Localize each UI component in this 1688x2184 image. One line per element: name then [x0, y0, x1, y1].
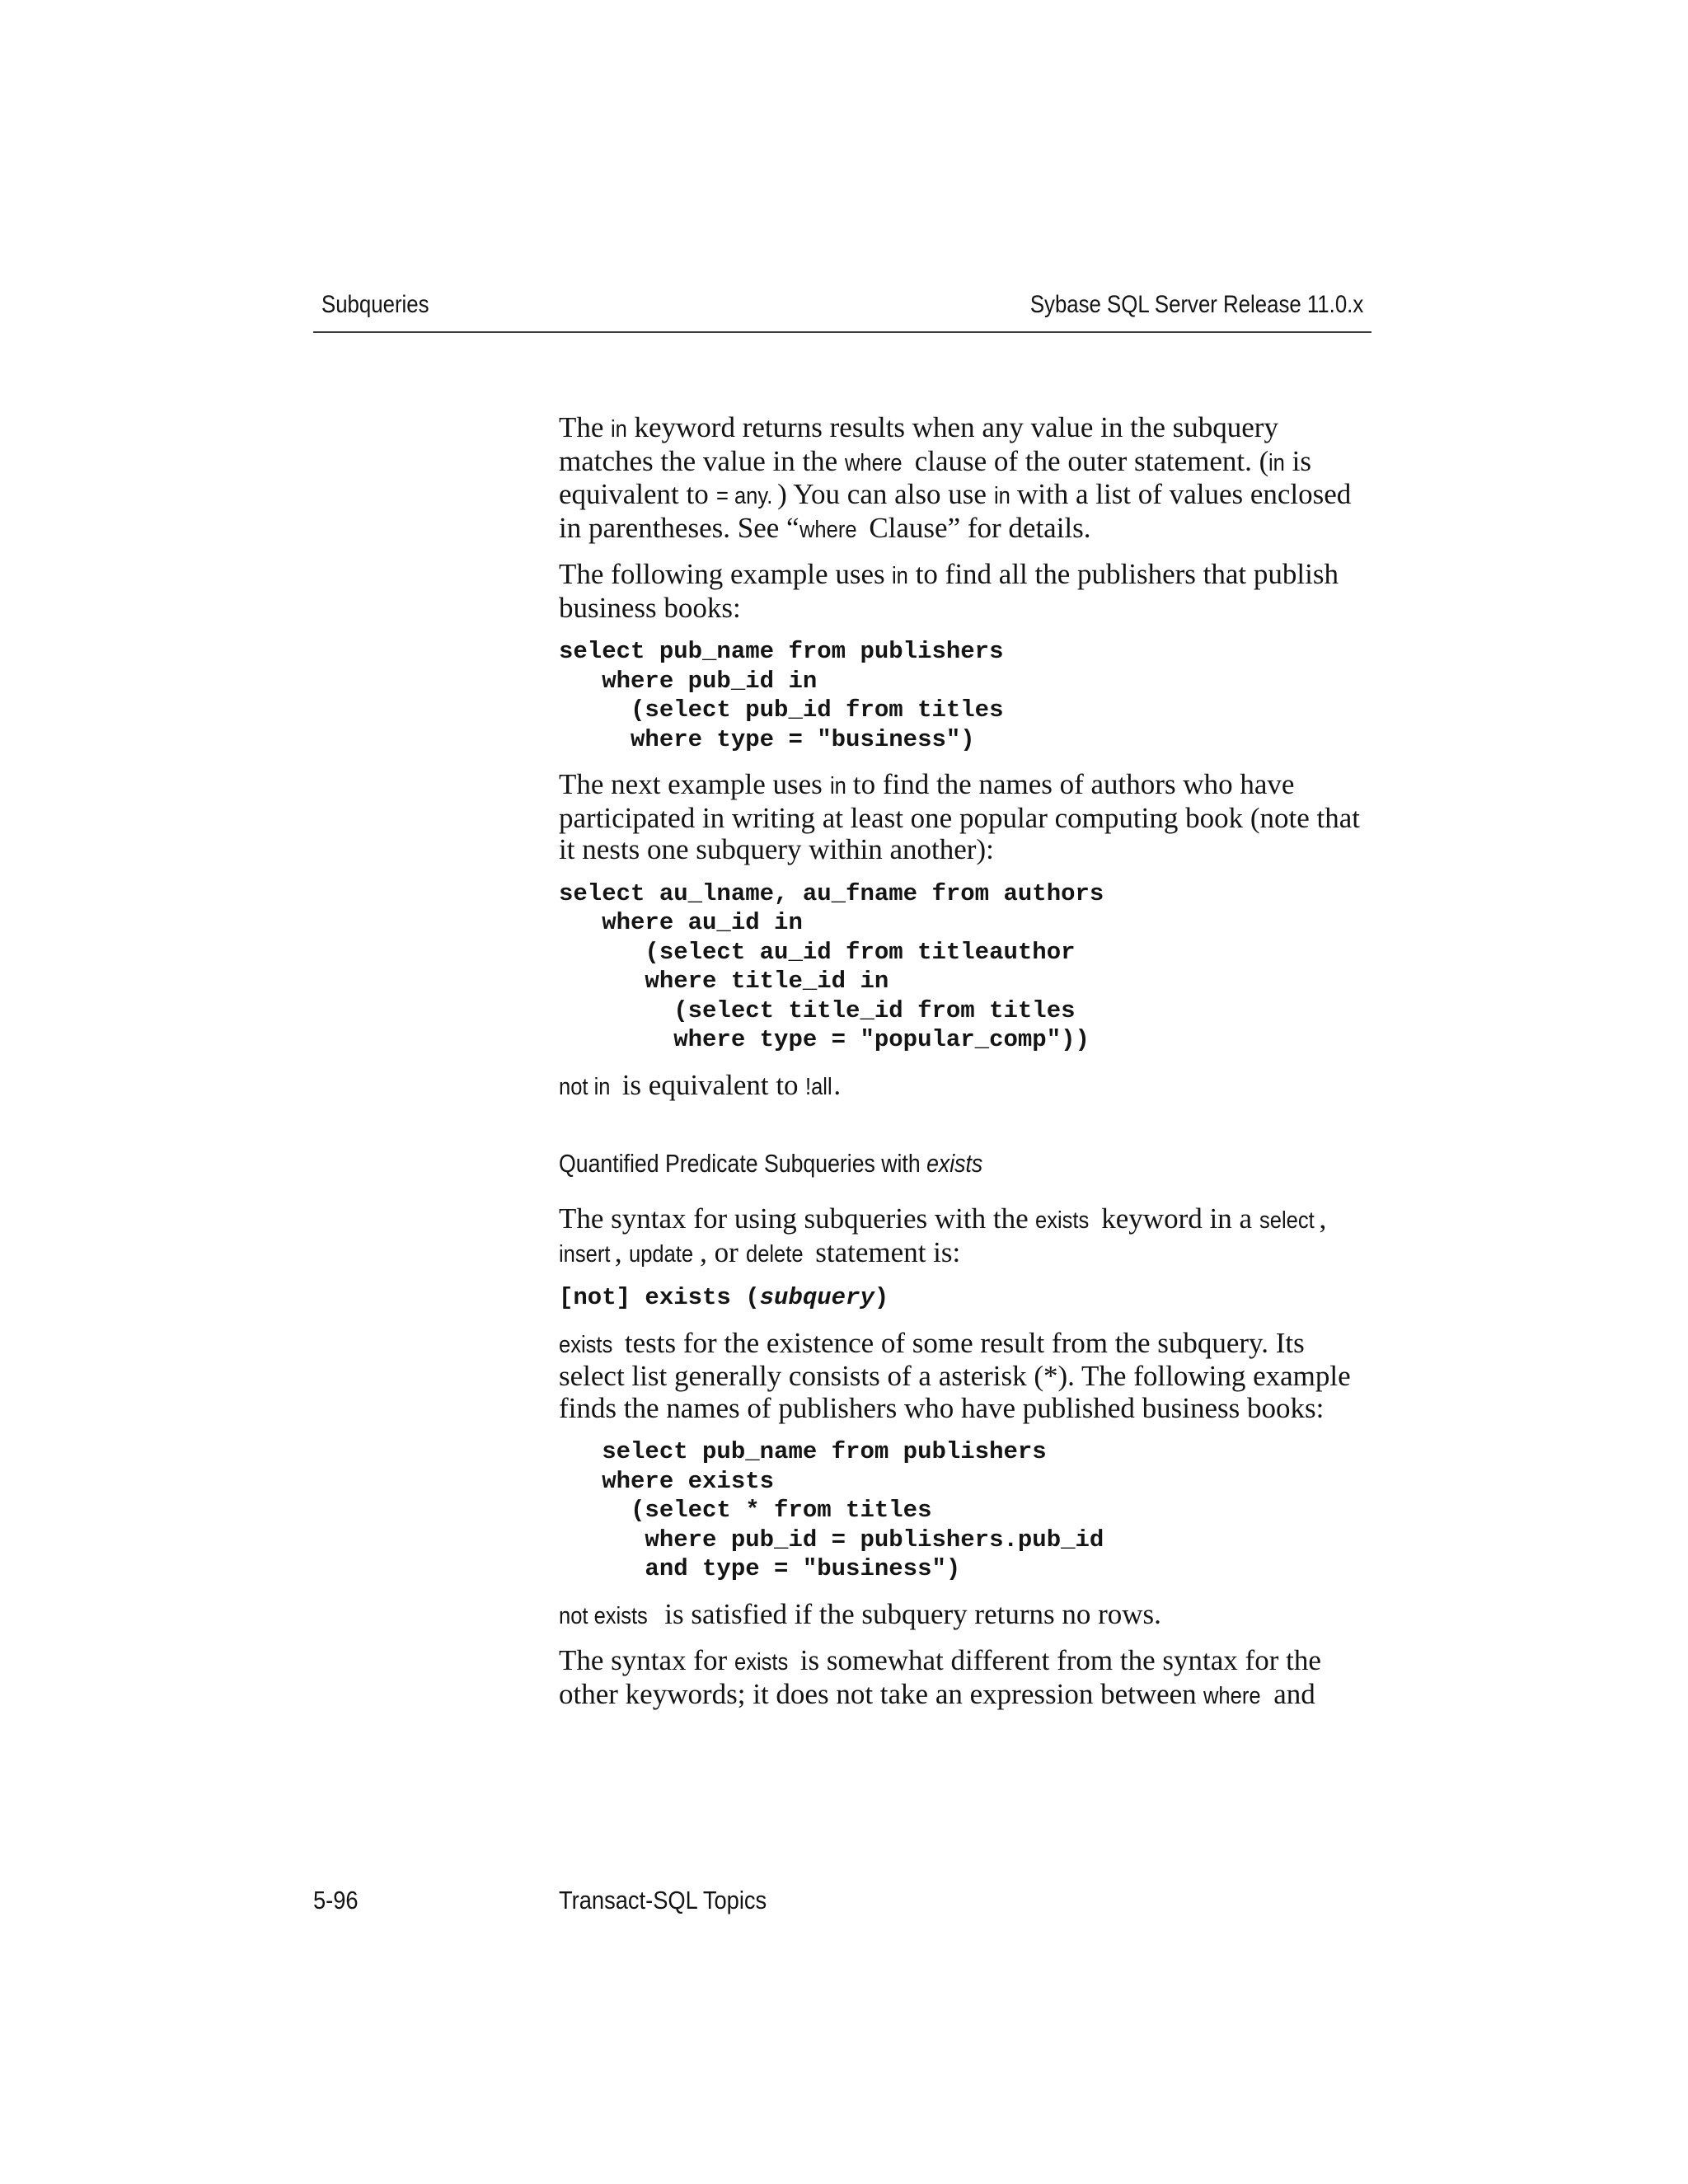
section-heading-exists: Quantified Predicate Subqueries with exists [559, 1149, 983, 1178]
paragraph-in-keyword: The in keyword returns results when any value in the subquery matches the value in the where clause of the outer statement. (in is equivalent to = any. ) You can also use in with a list of values enclosed in parentheses. See “where Clause” for details. [559, 411, 1352, 544]
paragraph-exists-syntax: The syntax for using subqueries with the exists keyword in a select , insert , update , or delete statement is: [559, 1202, 1327, 1268]
code-example-exists: select pub_name from publishers where exists (select * from titles where pub_id = publishers.pub_id and type = "business") [602, 1438, 1104, 1582]
page-body [559, 412, 1375, 1725]
paragraph-not-exists: not exists is satisfied if the subquery returns no rows. [559, 1597, 1161, 1630]
running-header [313, 290, 1372, 333]
code-exists-syntax: [not] exists (subquery) [559, 1284, 889, 1311]
header-chapter: Subqueries [321, 291, 429, 318]
paragraph-not-in: not in is equivalent to !all. [559, 1068, 842, 1101]
footer-page-number: 5-96 [313, 1886, 359, 1915]
header-product: Sybase SQL Server Release 11.0.x [1029, 291, 1363, 318]
paragraph-example-intro-2: The next example uses in to find the names of authors who have participated in writing at least one popular computing book (note that it nests one subquery within another): [559, 768, 1360, 865]
paragraph-exists-syntax-difference: The syntax for exists is somewhat different from the syntax for the other keywords; it does not take an expression between where and [559, 1644, 1321, 1710]
footer-book-title: Transact-SQL Topics [559, 1886, 767, 1915]
code-example-authors: select au_lname, au_fname from authors where au_id in (select au_id from titleauthor where title_id in (select title_id from titles where type = "popular_comp")) [559, 879, 1104, 1053]
paragraph-example-intro-1: The following example uses in to find all the publishers that publish business books: [559, 558, 1339, 624]
paragraph-exists-description: exists tests for the existence of some result from the subquery. Its select list generally consists of a asterisk (*). The following example finds the names of publishers who have published business books: [559, 1326, 1351, 1424]
code-example-publishers: select pub_name from publishers where pub_id in (select pub_id from titles where type = "business") [559, 638, 1004, 753]
